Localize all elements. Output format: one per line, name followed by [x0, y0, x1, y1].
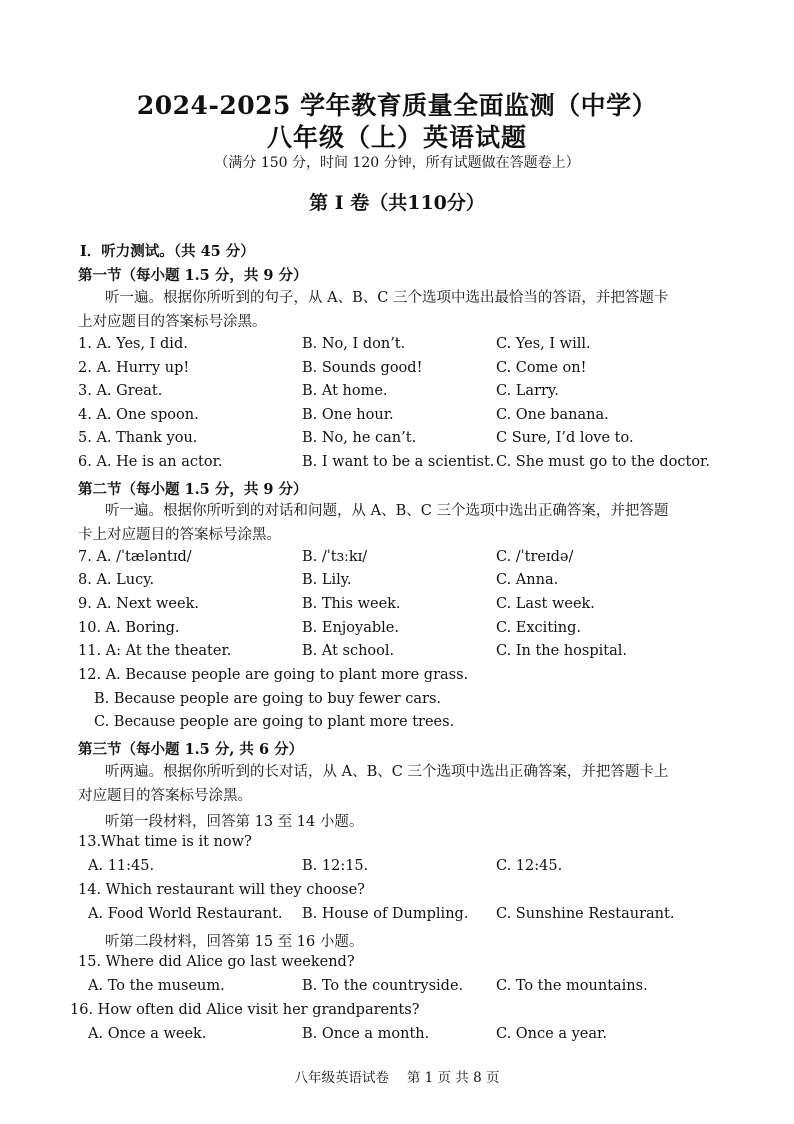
option-a: 3. A. Great. — [78, 383, 163, 399]
q14-stem: 14. Which restaurant will they choose? — [78, 882, 365, 898]
section2-instruction-line1: 听一遍。根据你所听到的对话和问题，从 A、B、C 三个选项中选出正确答案，并把答题 — [105, 503, 669, 519]
q12-option-a: 12. A. Because people are going to plant more grass. — [78, 667, 469, 683]
option-c: C. Last week. — [496, 596, 595, 612]
option-c: C. Exciting. — [496, 620, 582, 636]
option-b: B. Lily. — [302, 572, 352, 588]
section1-instruction-line2: 上对应题目的答案标号涂黑。 — [78, 314, 267, 330]
q16-stem: 16. How often did Alice visit her grandparents? — [70, 1002, 420, 1018]
option-c: C Sure, I’d love to. — [496, 430, 634, 446]
option-c: C. Yes, I will. — [496, 336, 591, 352]
option-a: 6. A. He is an actor. — [78, 454, 223, 470]
section3-instruction-line2: 对应题目的答案标号涂黑。 — [78, 788, 252, 804]
option-b: B. No, he can’t. — [302, 430, 417, 446]
option-b: B. House of Dumpling. — [302, 906, 469, 922]
question-row-7 — [0, 549, 794, 571]
option-b: B. No, I don’t. — [302, 336, 406, 352]
material2-note: 听第二段材料，回答第 15 至 16 小题。 — [105, 934, 364, 950]
q12-option-c: C. Because people are going to plant more trees. — [94, 714, 455, 730]
question-row-14 — [0, 906, 794, 928]
option-c: C. Come on! — [496, 360, 587, 376]
question-row-10 — [0, 620, 794, 642]
option-b: B. Once a month. — [302, 1026, 430, 1042]
question-row-16 — [0, 1026, 794, 1048]
exam-title-line2: 八年级（上）英语试题 — [266, 123, 527, 152]
question-row-2 — [0, 360, 794, 382]
question-row-5 — [0, 430, 794, 452]
option-b: B. I want to be a scientist. — [302, 454, 495, 470]
option-b: B. One hour. — [302, 407, 394, 423]
q13-stem: 13.What time is it now? — [78, 834, 252, 850]
option-b: B. This week. — [302, 596, 401, 612]
option-c: C. Anna. — [496, 572, 559, 588]
option-c: C. She must go to the doctor. — [496, 454, 711, 470]
question-row-9 — [0, 596, 794, 618]
option-a: 8. A. Lucy. — [78, 572, 155, 588]
option-a: 2. A. Hurry up! — [78, 360, 190, 376]
option-b: B. At home. — [302, 383, 388, 399]
option-b: B. Sounds good! — [302, 360, 423, 376]
exam-title-line1: 2024-2025 学年教育质量全面监测（中学） — [136, 91, 658, 120]
q12-option-b: B. Because people are going to buy fewer cars. — [94, 691, 442, 707]
option-b: B. To the countryside. — [302, 978, 464, 994]
option-c: C. /ˈtreɪdə/ — [496, 549, 574, 565]
option-a: 11. A: At the theater. — [78, 643, 232, 659]
option-a: A. Once a week. — [88, 1026, 207, 1042]
option-b: B. 12:15. — [302, 858, 369, 874]
option-a: A. To the museum. — [88, 978, 225, 994]
question-row-4 — [0, 407, 794, 429]
material1-note: 听第一段材料，回答第 13 至 14 小题。 — [105, 814, 364, 830]
option-b: B. /ˈtɜːkɪ/ — [302, 549, 368, 565]
question-row-1 — [0, 336, 794, 358]
option-a: 7. A. /ˈtæləntɪd/ — [78, 549, 192, 565]
exam-subtitle: （满分 150 分，时间 120 分钟，所有试题做在答题卷上） — [214, 155, 580, 171]
option-c: C. 12:45. — [496, 858, 563, 874]
option-a: 1. A. Yes, I did. — [78, 336, 188, 352]
question-row-11 — [0, 643, 794, 665]
question-row-13 — [0, 858, 794, 880]
question-row-6 — [0, 454, 794, 476]
option-a: 5. A. Thank you. — [78, 430, 198, 446]
part1-heading: I．听力测试。（共 45 分） — [80, 243, 255, 260]
volume-heading: 第 I 卷（共110分） — [309, 192, 485, 214]
section1-heading: 第一节（每小题 1.5 分，共 9 分） — [78, 267, 308, 284]
option-a: A. 11:45. — [88, 858, 155, 874]
option-c: C. To the mountains. — [496, 978, 648, 994]
question-row-15 — [0, 978, 794, 1000]
section1-instruction-line1: 听一遍。根据你所听到的句子，从 A、B、C 三个选项中选出最恰当的答语，并把答题卡 — [105, 290, 669, 306]
q15-stem: 15. Where did Alice go last weekend? — [78, 954, 355, 970]
question-row-8 — [0, 572, 794, 594]
section2-heading: 第二节（每小题 1.5 分，共 9 分） — [78, 481, 308, 498]
option-a: A. Food World Restaurant. — [88, 906, 283, 922]
option-b: B. At school. — [302, 643, 395, 659]
option-c: C. Once a year. — [496, 1026, 607, 1042]
option-c: C. One banana. — [496, 407, 609, 423]
section3-heading: 第三节（每小题 1.5 分, 共 6 分） — [78, 741, 304, 758]
page-footer: 八年级英语试卷 第 1 页 共 8 页 — [294, 1070, 500, 1086]
section3-instruction-line1: 听两遍。根据你所听到的长对话，从 A、B、C 三个选项中选出正确答案，并把答题卡上 — [105, 764, 669, 780]
option-a: 9. A. Next week. — [78, 596, 199, 612]
option-c: C. Sunshine Restaurant. — [496, 906, 675, 922]
option-a: 4. A. One spoon. — [78, 407, 199, 423]
option-b: B. Enjoyable. — [302, 620, 399, 636]
question-row-3 — [0, 383, 794, 405]
option-c: C. Larry. — [496, 383, 559, 399]
option-c: C. In the hospital. — [496, 643, 627, 659]
option-a: 10. A. Boring. — [78, 620, 180, 636]
section2-instruction-line2: 卡上对应题目的答案标号涂黑。 — [78, 527, 281, 543]
